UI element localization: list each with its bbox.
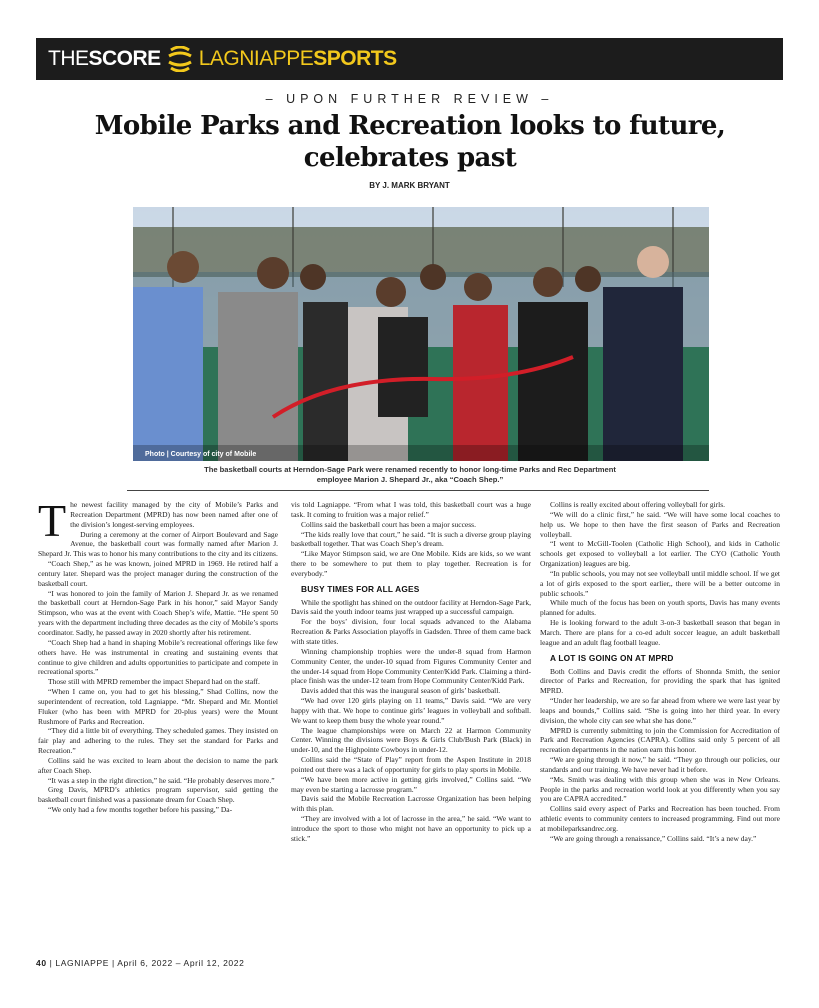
paragraph: “Coach Shep,” as he was known, joined MPRD in 1969. He retired half a century later. Shepard was the project manager during the construction of the basketball court. [38,559,278,588]
paragraph: Those still with MPRD remember the impact Shepard had on the staff. [48,677,260,687]
paragraph: Winning championship trophies were the under-8 squad from Harmon Community Center, the under-10 squad from Figures Community Center and the under-14 squad from Hope Community Center/Kidd Park. Claiming a third-place finish was the under-12 team from Hope Community Center/Kidd Park. [291,646,531,686]
publication-info: | LAGNIAPPE | April 6, 2022 – April 12, 2022 [49,958,245,968]
paragraph-text: he newest facility managed by the city of Mobile’s Parks and Recreation Department (MPRD) has now been named after one of the division’s longest-serving employees. [70,500,278,529]
paragraph: “Under her leadership, we are so far ahead from where we were last year by leaps and bounds,” Collins said. “She is going into her third year. In every division, the whole city can see what she has done.” [540,696,780,725]
article-column-1 [38,495,278,815]
paragraph: “They did a little bit of everything. They scheduled games. They insisted on fair play and adhering to the rules. They set the standard for Parks and Recreation.” [38,726,278,756]
page-number: 40 [36,958,47,968]
paragraph: MPRD is currently submitting to join the Commission for Accreditation of Park and Recreation Agencies (CAPRA). Collins said only 5 percent of all recreation departments in the nation earn this honor. [540,725,780,755]
paragraph: “I was honored to join the family of Marion J. Shepard Jr. as we renamed the basketball court at Herndon-Sage Park in his honor,” said Mayor Sandy Stimpson, who was at the event with Coach Shep’s wife, Mattie. “He spent 50 years with the department including three decades as the city of Mobile’s sports coordinator. Sadly, he passed away in 2020 shortly after his retirement. [38,588,278,637]
paragraph: “We have been more active in getting girls involved,” Collins said. “We may even be starting a lacrosse program.” [291,774,531,794]
paragraph: “We will do a clinic first,” he said. “We will have some local coaches to help us. We hope to then have the first season of Parks and Recreation volleyball. [540,509,780,539]
article-kicker: – UPON FURTHER REVIEW – [265,92,554,106]
paragraph: “We are going through a renaissance,” Collins said. “It’s a new day.” [550,833,757,843]
paragraph: He is looking forward to the adult 3-on-3 basketball season that began in March. There are plans for a co-ed adult soccer league, an adult basketball league and an adult flag football league. [540,618,780,647]
section-header-band [36,38,783,80]
photo-caption: The basketball courts at Herndon-Sage Park were renamed recently to honor long-time Parks and Rec Department employee Marion J. Shepard Jr., aka “Coach Shep.” [204,465,616,484]
paragraph: Both Collins and Davis credit the efforts of Shonnda Smith, the senior director of Parks and Recreation, for providing the spark that has ignited MPRD. [540,666,780,696]
paragraph: Collins is really excited about offering volleyball for girls. [550,500,726,509]
section-brand [48,46,397,72]
paragraph: “Like Mayor Stimpson said, we are One Mobile. Kids are kids, so we want there to be somewhere to put them to play together. Recreation is for everybody.” [291,549,531,578]
paragraph: “They are involved with a lot of lacrosse in the area,” he said. “We want to introduce the sport to those who might not have an opportunity to pick up a stick.” [291,814,531,843]
brand-the: THE [48,47,89,70]
paragraph: “In public schools, you may not see volleyball until middle school. If we get a lot of girls exposed to the sport earlier,, there will be a better outcome in public schools.” [540,568,780,598]
paragraph: “It was a step in the right direction,” he said. “He probably deserves more.” [48,775,275,785]
paragraph: “The kids really love that court,” he said. “It is such a diverse group playing basketball together. That was Coach Shep’s dream. [291,529,531,549]
paragraph: For the boys’ division, four local squads advanced to the Alabama Recreation & Parks Association playoffs in Gadsden. Three of them came back with state titles. [291,617,531,646]
paragraph: During a ceremony at the corner of Airport Boulevard and Sage Avenue, the basketball court was formally named after Marion J. Shepard Jr. This was to honor his many contributions to the city and its citizens. [38,529,278,559]
caption-divider [127,490,709,491]
brand-score: SCORE [88,47,161,70]
paragraph: Collins said he was excited to learn about the decision to name the park after Coach Shep. [38,755,278,775]
paragraph: “We are going through it now,” he said. “They go through our policies, our standards and our training. We have never had it before. [540,755,780,774]
paragraph: “Coach Shep had a hand in shaping Mobile’s recreational offerings like few others have. He was instrumental in creating and sustaining events that continue to give children and adults opportunities to participate and compete in recreational sports.” [38,637,278,677]
article-photo [133,207,709,461]
paragraph: The league championships were on March 22 at Harmon Community Center. Winning the divisions were Boys & Girls Club/Bush Park (Black) in under-10, and the Highpointe Cowboys in under-12. [291,725,531,755]
paragraph: Collins said the basketball court has been a major success. [301,519,476,529]
paragraph: “We only had a few months together before his passing,” Da- [48,805,233,815]
paragraph: “Ms. Smith was dealing with this group when she was in New Orleans. People in the parks and recreation world look at you differently when you say you are CAPRA accredited.” [540,774,780,804]
article-byline: BY J. MARK BRYANT [369,181,450,190]
paragraph: “We had over 120 girls playing on 11 teams,” Davis said. “We are very happy with that. We hope to continue girls’ leagues in volleyball and softball. We want to keep them busy the whole year round.” [291,696,531,725]
paragraph: Greg Davis, MPRD’s athletics program supervisor, said getting the basketball court finished was a passionate dream for Coach Shep. [38,785,278,805]
page-footer [36,958,244,968]
article-title: Mobile Parks and Recreation looks to future, celebrates past [94,111,726,173]
paragraph: “When I came on, you had to get his blessing,” Shad Collins, now the superintendent of recreation, told Lagniappe. “Mr. Shepard and Mr. Montiel Fluker (who has been with MPRD for 20-plus years) were the Mount Rushmore of Parks and Recreation. [38,687,278,726]
paragraph: “I went to McGill-Toolen (Catholic High School), and kids in Catholic schools get exposed to volleyball a lot earlier. The CYO (Catholic Youth Organization) leagues are big. [540,539,780,569]
paragraph: Collins said every aspect of Parks and Recreation has been touched. From athletic events to community centers to increased programming. Find out more at mobileparksandrec.org. [540,804,780,833]
paragraph: Davis said the Mobile Recreation Lacrosse Organization has been helping with this plan. [291,794,531,814]
brand-lagniappe: LAGNIAPPE [198,47,314,70]
swirl-logo-icon [165,46,195,72]
section-subhead: A LOT IS GOING ON AT MPRD [550,652,674,663]
paragraph: Davis added that this was the inaugural season of girls’ basketball. [301,686,501,696]
paragraph: vis told Lagniappe. “From what I was told, this basketball court was a huge task. It coming to fruition was a major relief.” [291,500,531,519]
section-subhead: BUSY TIMES FOR ALL AGES [301,583,420,594]
paragraph: While the spotlight has shined on the outdoor facility at Herndon-Sage Park, Davis said the youth indoor teams just wrapped up a successful campaign. [291,597,531,617]
article-column-2 [291,500,531,844]
photo-credit: Photo | Courtesy of city of Mobile [145,451,257,458]
dropcap: T [38,495,67,546]
article-column-3 [540,500,780,844]
paragraph: While much of the focus has been on youth sports, Davis has many events planned for adults. [540,598,780,618]
brand-sports: SPORTS [313,47,397,70]
paragraph: Collins said the “State of Play” report from the Aspen Institute in 2018 pointed out there was a lack of opportunity for girls to play sports in Mobile. [291,755,531,774]
